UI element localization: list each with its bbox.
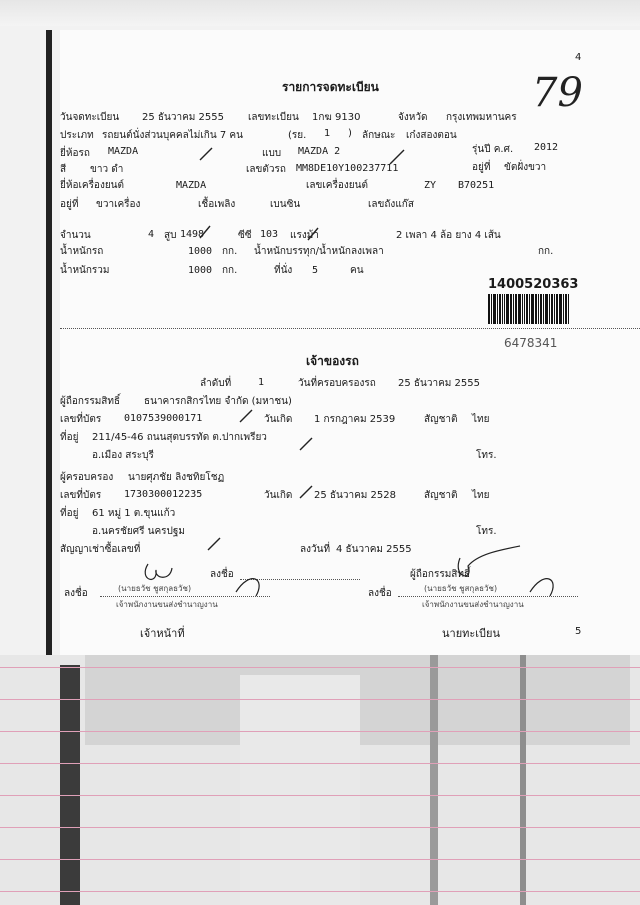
cylinder-unit: สูบ — [164, 230, 177, 241]
holder-addr-label: ที่อยู่ — [60, 432, 79, 443]
seats-label: ที่นั่ง — [274, 265, 293, 276]
holder-address-1: 211/45-46 ถนนสุตบรรทัด ต.ปากเพรียว — [92, 432, 267, 443]
vehicle-weight: 1000 — [188, 246, 213, 257]
holder-id: 0107539000171 — [124, 413, 203, 424]
gross-unit: กก. — [222, 265, 238, 276]
scan-lower-area — [0, 655, 640, 905]
holder-birth-label: วันเกิด — [264, 414, 293, 425]
engine-brand-label: ยี่ห้อเครื่องยนต์ — [60, 180, 125, 191]
seats: 5 — [312, 265, 319, 276]
count-label: จำนวน — [60, 230, 91, 241]
officer-title: เจ้าหน้าที่ — [140, 627, 185, 640]
chassis-pos-label: อยู่ที่ — [472, 162, 491, 173]
axles-wheels: 2 เพลา 4 ล้อ ยาง 4 เส้น — [396, 230, 501, 241]
occupant-address-1: 61 หมู่ 1 ต.ขุนแก้ว — [92, 508, 176, 519]
holder-address-2: อ.เมือง สระบุรี — [92, 450, 154, 461]
page-number-top: 4 — [575, 52, 582, 63]
occupant-label: ผู้ครอบครอง — [60, 472, 114, 483]
holder-label: ผู้ถือกรรมสิทธิ์ — [60, 396, 121, 407]
engine-number: B70251 — [458, 180, 495, 191]
barcode-number: 1400520363 — [488, 277, 579, 292]
pen-marks — [60, 30, 640, 660]
sign-label-registrar: ลงชื่อ — [368, 588, 392, 599]
brand-label: ยี่ห้อรถ — [60, 148, 90, 159]
occ-tel-label: โทร. — [476, 526, 497, 537]
engine-position: ขวาเครื่อง — [96, 199, 141, 210]
province: กรุงเทพมหานคร — [446, 112, 517, 123]
type-label: ประเภท — [60, 130, 94, 141]
ror-value: 1 — [324, 128, 331, 139]
scan-header-noise — [0, 0, 640, 26]
order-number: 1 — [258, 377, 265, 388]
occupant-nationality: ไทย — [472, 490, 490, 501]
owner-title: เจ้าของรถ — [306, 354, 359, 368]
handwritten-number: 79 — [532, 70, 583, 116]
engine-no-label: เลขเครื่องยนต์ — [306, 180, 368, 191]
gas-tank-label: เลขถังแก๊ส — [368, 199, 414, 210]
holder-sign-label: ผู้ถือกรรมสิทธิ์ — [410, 569, 471, 580]
gross-weight: 1000 — [188, 265, 213, 276]
sign-label-officer: ลงชื่อ — [64, 588, 88, 599]
weight-label: น้ำหนักรถ — [60, 246, 104, 257]
load-unit: กก. — [538, 246, 554, 257]
sign-label-1: ลงชื่อ — [210, 569, 234, 580]
weight-unit: กก. — [222, 246, 238, 257]
year-label: รุ่นปี ค.ศ. — [472, 144, 514, 155]
binder-edge — [46, 30, 52, 670]
engine-pos-label: อยู่ที่ — [60, 199, 79, 210]
registrar-stamp-name: (นายธวัช ชูสกุลธวัช) — [424, 584, 498, 593]
gross-weight-label: น้ำหนักรวม — [60, 265, 110, 276]
barcode — [488, 294, 582, 324]
style-label: ลักษณะ — [362, 130, 396, 141]
officer-stamp-name: (นายธวัช ชูสกุลธวัช) — [118, 584, 192, 593]
holder-name: ธนาคารกสิกรไทย จำกัด (มหาชน) — [144, 396, 292, 407]
registration-page — [60, 30, 640, 660]
occ-nat-label: สัญชาติ — [424, 490, 458, 501]
plate-number: 1กฆ 9130 — [312, 112, 361, 123]
engine-prefix: ZY — [424, 180, 437, 191]
vehicle-type: รถยนต์นั่งส่วนบุคคลไม่เกิน 7 คน — [102, 130, 243, 141]
cylinders: 4 — [148, 229, 155, 240]
order-label: ลำดับที่ — [200, 378, 232, 389]
engine-cc: 1498 — [180, 229, 205, 240]
officer-stamp-role: เจ้าพนักงานขนส่งชำนาญงาน — [116, 600, 218, 609]
smudged-number: 6478341 — [504, 336, 558, 350]
brand: MAZDA — [108, 146, 139, 157]
contract-date-label: ลงวันที่ — [300, 544, 331, 555]
color: ขาว ดำ — [90, 164, 124, 175]
owned-date: 25 ธันวาคม 2555 — [398, 378, 480, 389]
registrar-stamp-role: เจ้าพนักงานขนส่งชำนาญงาน — [422, 600, 524, 609]
holder-id-label: เลขที่บัตร — [60, 414, 102, 425]
horsepower: 103 — [260, 229, 279, 240]
model: MAZDA 2 — [298, 146, 341, 157]
occupant-address-2: อ.นครชัยศรี นครปฐม — [92, 526, 185, 537]
ror-label: (รย. — [288, 130, 307, 141]
holder-birth: 1 กรกฎาคม 2539 — [314, 414, 396, 425]
occupant-id: 1730300012235 — [124, 489, 203, 500]
color-label: สี — [60, 164, 67, 175]
holder-tel-label: โทร. — [476, 450, 497, 461]
reg-date: 25 ธันวาคม 2555 — [142, 112, 224, 123]
holder-nat-label: สัญชาติ — [424, 414, 458, 425]
occ-id-label: เลขที่บัตร — [60, 490, 102, 501]
vehicle-style: เก๋งสองตอน — [406, 130, 457, 141]
fuel-type: เบนซิน — [270, 199, 301, 210]
seats-unit: คน — [350, 265, 364, 276]
occupant-birth: 25 ธันวาคม 2528 — [314, 490, 396, 501]
occupant-name: นายศุภชัย ลิงชทิยโชฏ — [128, 472, 225, 483]
contract-label: สัญญาเช่าซื้อเลขที่ — [60, 544, 141, 555]
chassis-number: MM8DE10Y100237711 — [296, 163, 399, 174]
fuel-label: เชื้อเพลิง — [198, 199, 236, 210]
cc-unit: ซีซี — [238, 230, 252, 241]
engine-brand: MAZDA — [176, 180, 207, 191]
registration-title: รายการจดทะเบียน — [282, 80, 379, 94]
load-label: น้ำหนักบรรทุก/น้ำหนักลงเพลา — [254, 246, 384, 257]
registrar-title: นายทะเบียน — [442, 627, 501, 640]
contract-date: 4 ธันวาคม 2555 — [336, 544, 412, 555]
owned-date-label: วันที่ครอบครองรถ — [298, 378, 376, 389]
reg-date-label: วันจดทะเบียน — [60, 112, 120, 123]
model-label: แบบ — [262, 148, 282, 159]
occ-birth-label: วันเกิด — [264, 490, 293, 501]
hp-unit: แรงม้า — [290, 230, 319, 241]
province-label: จังหวัด — [398, 112, 428, 123]
plate-label: เลขทะเบียน — [248, 112, 299, 123]
holder-nationality: ไทย — [472, 414, 490, 425]
chassis-label: เลขตัวรถ — [246, 164, 286, 175]
page-number-bottom: 5 — [575, 626, 582, 637]
ror-close: ) — [348, 128, 352, 139]
occ-addr-label: ที่อยู่ — [60, 508, 79, 519]
chassis-position: ขัตฝั่งขวา — [504, 162, 547, 173]
model-year: 2012 — [534, 142, 559, 153]
